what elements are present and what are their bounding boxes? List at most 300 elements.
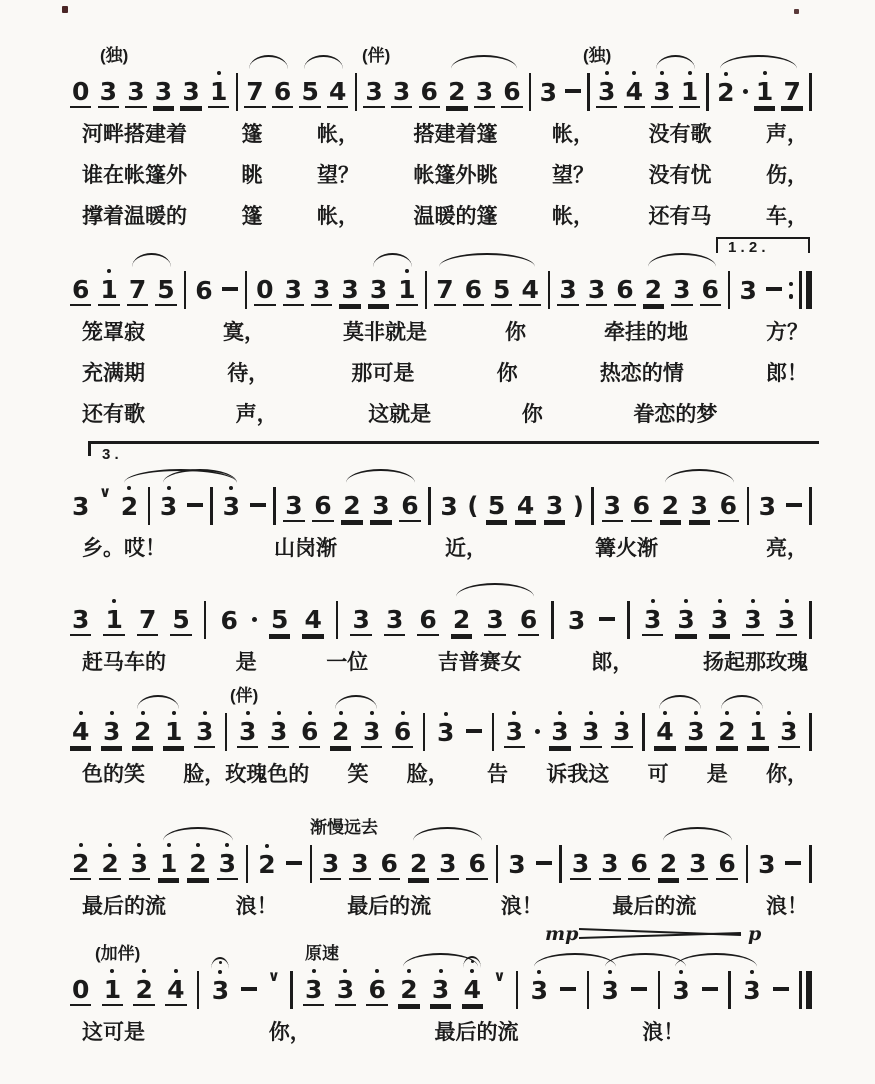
expression-label: (加伴) <box>95 944 141 963</box>
note-token: 6 <box>630 848 648 878</box>
slur-arc <box>403 953 478 967</box>
note-token: 3 <box>486 604 504 634</box>
lyric-word: 撑着温暖的 <box>82 205 187 228</box>
barline <box>290 971 293 1009</box>
lyric-line <box>82 357 808 387</box>
lyric-word: 还有马 <box>648 205 712 228</box>
expression-label: 渐慢远去 <box>310 818 378 837</box>
octave-dot <box>167 486 171 490</box>
octave-dot <box>229 486 233 490</box>
notation-system-5 <box>70 686 812 786</box>
lyric-word: 帐， <box>552 205 594 228</box>
lyric-word: 浪！ <box>765 895 808 918</box>
note-token: 5 <box>270 604 289 634</box>
lyric-word: 浪！ <box>500 895 543 918</box>
note-token: 2 <box>132 717 153 748</box>
lyric-word: 充满期 <box>82 362 145 385</box>
note-token: 3 <box>210 976 231 1005</box>
octave-dot <box>725 711 729 715</box>
lyric-word: 笑 <box>347 763 369 786</box>
expression-label: (独) <box>583 46 612 65</box>
lyric-word: 篷 <box>241 123 263 146</box>
thin-barline <box>799 971 802 1009</box>
note-token: 6 <box>701 274 719 304</box>
duration-dash <box>536 861 552 865</box>
note-token: 3 <box>611 717 632 748</box>
notation-system-6 <box>70 818 812 918</box>
notation-system-2 <box>70 270 812 426</box>
barline <box>428 487 431 525</box>
note-token: 3 <box>549 717 570 748</box>
slur-arc <box>656 55 695 69</box>
note-token: 6 <box>419 604 437 634</box>
note-token: 4 <box>304 604 322 634</box>
note-token: 3 <box>313 274 331 304</box>
duration-dash <box>560 987 576 991</box>
slur-arc <box>659 695 701 709</box>
slur-arc <box>663 827 732 841</box>
note-token: 1 <box>754 77 775 108</box>
duration-dash <box>766 287 782 291</box>
octave-dot <box>750 970 754 974</box>
note-token: 6 <box>632 490 650 520</box>
duration-dash <box>565 89 581 93</box>
slur-arc <box>665 469 734 483</box>
note-token: 3 <box>539 77 557 107</box>
notation-system-3 <box>70 483 812 560</box>
note-token: 2 <box>644 274 663 304</box>
note-token: 3 <box>439 848 457 878</box>
barline <box>548 271 551 309</box>
octave-dot <box>225 843 229 847</box>
lyric-line <box>82 532 808 562</box>
note-token: 3 <box>392 76 411 106</box>
section-divider-line <box>88 441 819 444</box>
lyric-line <box>82 890 808 920</box>
parenthesis: ) <box>572 491 584 520</box>
note-token: 2 <box>330 717 351 748</box>
lyric-word: 吉普赛女 <box>437 651 522 674</box>
note-token: 3 <box>217 849 238 880</box>
barline <box>236 73 239 111</box>
note-token: 3 <box>739 275 757 305</box>
octave-dot <box>79 711 83 715</box>
augmentation-dot <box>535 729 540 734</box>
barline <box>809 601 812 639</box>
barline <box>658 971 661 1009</box>
note-token: 6 <box>380 848 398 878</box>
octave-dot <box>137 843 141 847</box>
octave-dot <box>217 71 221 75</box>
note-token: 5 <box>172 604 190 634</box>
duration-dash <box>786 503 802 507</box>
octave-dot <box>512 711 516 715</box>
barline <box>516 971 519 1009</box>
octave-dot <box>694 711 698 715</box>
note-token: 7 <box>246 76 264 106</box>
note-row <box>70 844 812 884</box>
expression-label: (伴) <box>230 686 259 705</box>
lyric-word: 亮， <box>766 537 808 560</box>
slur-arc <box>163 827 233 841</box>
octave-dot <box>605 71 609 75</box>
octave-dot <box>632 71 636 75</box>
note-token: 3 <box>352 604 370 634</box>
note-token: 6 <box>299 717 320 748</box>
octave-dot <box>108 843 112 847</box>
note-token: 2 <box>715 78 736 107</box>
note-token: 4 <box>516 490 535 520</box>
note-token: 3 <box>430 975 451 1006</box>
note-token: 6 <box>519 604 538 634</box>
note-row <box>70 270 812 310</box>
note-token: 3 <box>194 717 215 748</box>
note-row <box>70 483 812 526</box>
octave-dot <box>167 843 171 847</box>
note-token: 0 <box>72 76 90 106</box>
lyric-word: 望？ <box>317 164 359 187</box>
note-token: 3 <box>303 975 324 1006</box>
slur-arc <box>534 953 616 967</box>
note-token: 5 <box>487 490 506 520</box>
slur-arc <box>373 253 412 267</box>
octave-dot <box>141 711 145 715</box>
note-token: 1 <box>396 275 417 306</box>
octave-dot <box>277 711 281 715</box>
barline <box>355 73 358 111</box>
lyric-word: 脸，玫瑰色的 <box>183 763 310 786</box>
barline <box>225 713 228 751</box>
lyric-word: 眷恋的梦 <box>633 403 718 426</box>
note-token: 4 <box>462 975 483 1006</box>
octave-dot <box>401 711 405 715</box>
note-token: 6 <box>401 490 419 520</box>
barline <box>425 271 428 309</box>
octave-dot <box>724 72 728 76</box>
note-token: 3 <box>341 274 359 304</box>
barline <box>642 713 645 751</box>
lyric-word: 郎！ <box>765 362 808 385</box>
note-token: 1 <box>208 77 229 108</box>
lyric-word: 可 <box>647 763 669 786</box>
scan-speck <box>794 9 799 14</box>
lyric-word: 告 <box>487 763 508 786</box>
repeat-dots <box>789 282 794 299</box>
barline <box>587 73 590 111</box>
scan-speck <box>62 6 68 13</box>
note-token: 0 <box>256 274 274 304</box>
lyric-word: 声， <box>235 403 278 426</box>
augmentation-dot <box>743 89 748 94</box>
barline <box>591 487 594 525</box>
octave-dot <box>142 969 146 973</box>
barline <box>492 713 495 751</box>
octave-dot <box>439 969 443 973</box>
slur-arc <box>456 583 534 597</box>
lyric-word: 篷 <box>241 205 263 228</box>
note-token: 3 <box>284 274 302 304</box>
note-token: 3 <box>158 492 179 521</box>
volta-bracket-1-2 <box>716 237 810 256</box>
lyric-word: 温暖的篷 <box>413 205 498 228</box>
barline <box>148 487 151 525</box>
octave-dot <box>470 969 474 973</box>
note-token: 2 <box>659 848 678 878</box>
lyric-word: 你 <box>505 321 526 344</box>
lyric-word: 那可是 <box>351 362 415 385</box>
octave-dot <box>203 711 207 715</box>
note-token: 1 <box>679 77 700 108</box>
diminuendo-hairpin <box>575 926 745 940</box>
note-token: 4 <box>654 717 675 748</box>
lyric-word: 帐， <box>317 123 359 146</box>
lyric-word: 浪！ <box>642 1021 685 1044</box>
octave-dot <box>679 970 683 974</box>
slur-arc <box>137 695 179 709</box>
note-token: 3 <box>237 717 258 748</box>
lyric-word: 你， <box>766 763 808 786</box>
lyric-word: 脸， <box>406 763 449 786</box>
note-token: 3 <box>709 605 730 636</box>
note-token: 3 <box>221 492 242 521</box>
note-token: 2 <box>99 849 120 880</box>
octave-dot <box>265 844 269 848</box>
note-token: 3 <box>601 848 619 878</box>
note-token: 1 <box>103 605 124 636</box>
octave-dot <box>308 711 312 715</box>
octave-dot <box>196 843 200 847</box>
lyric-word: 最后的流 <box>347 895 432 918</box>
note-token: 3 <box>182 76 200 106</box>
note-token: 3 <box>99 76 117 106</box>
octave-dot <box>112 599 116 603</box>
octave-dot <box>127 486 131 490</box>
thick-barline <box>806 971 812 1009</box>
octave-dot <box>79 843 83 847</box>
duration-dash <box>773 987 789 991</box>
barline <box>706 73 709 111</box>
thick-barline <box>806 271 812 309</box>
note-token: 1 <box>102 975 123 1006</box>
note-token: 6 <box>464 274 483 304</box>
lyric-word: 你 <box>496 362 518 385</box>
slur-arc <box>721 695 763 709</box>
slur-arc <box>648 253 716 267</box>
note-row <box>70 72 812 112</box>
note-token: 3 <box>559 274 577 304</box>
note-token: 2 <box>452 604 471 634</box>
lyric-line <box>82 1016 808 1046</box>
lyric-word: 乡。哎！ <box>82 537 166 560</box>
note-token: 3 <box>127 76 145 106</box>
slur-arc <box>304 55 343 69</box>
octave-dot <box>751 599 755 603</box>
note-token: 7 <box>138 604 157 634</box>
lyric-word: 伤， <box>766 164 808 187</box>
note-token: 6 <box>72 274 90 304</box>
notation-system-7 <box>70 923 812 1044</box>
note-token: 2 <box>343 490 361 520</box>
octave-dot <box>343 969 347 973</box>
duration-dash <box>241 987 257 991</box>
octave-dot <box>110 969 114 973</box>
note-token: 6 <box>503 76 521 106</box>
lyric-line <box>82 758 808 788</box>
slur-arc <box>439 253 535 267</box>
barline <box>423 713 426 751</box>
note-token: 3 <box>361 717 382 748</box>
octave-dot <box>375 969 379 973</box>
barline <box>310 845 313 883</box>
note-token: 6 <box>195 275 213 305</box>
note-row <box>70 712 812 752</box>
lyric-line <box>82 398 808 428</box>
lyric-word: 热恋的情 <box>599 362 684 385</box>
barline <box>336 601 339 639</box>
lyric-word: 最后的流 <box>612 895 697 918</box>
octave-dot <box>660 71 664 75</box>
barline <box>809 73 812 111</box>
note-token: 3 <box>385 604 404 634</box>
barline <box>809 713 812 751</box>
note-token: 4 <box>521 274 539 304</box>
note-token: 1 <box>747 717 768 748</box>
note-token: 2 <box>398 975 419 1006</box>
note-token: 6 <box>718 848 736 878</box>
note-row <box>70 600 812 640</box>
slur-arc <box>249 55 288 69</box>
note-token: 3 <box>571 848 590 878</box>
note-token: 3 <box>335 975 356 1006</box>
note-token: 3 <box>369 274 388 304</box>
note-token: 6 <box>719 490 737 520</box>
octave-dot <box>558 711 562 715</box>
barline <box>809 487 812 525</box>
barline <box>728 271 731 309</box>
note-token: 3 <box>642 605 663 636</box>
octave-dot <box>684 599 688 603</box>
lyric-word: 河畔搭建着 <box>82 123 187 146</box>
note-token: 2 <box>661 490 679 520</box>
note-token: 3 <box>675 605 696 636</box>
barline <box>204 601 207 639</box>
barline <box>809 845 812 883</box>
octave-dot <box>787 711 791 715</box>
note-token: 2 <box>119 492 140 521</box>
note-token: 7 <box>783 76 801 106</box>
note-token: 3 <box>758 849 776 879</box>
lyric-word: 色的笑 <box>82 763 145 786</box>
lyric-word: 篝火渐 <box>595 537 658 560</box>
thin-barline <box>799 271 802 309</box>
note-token: 3 <box>580 717 601 748</box>
octave-dot <box>246 711 250 715</box>
expression-label: 原速 <box>305 944 339 963</box>
note-token: 3 <box>154 76 173 106</box>
note-token: 2 <box>187 849 208 880</box>
note-token: 3 <box>365 76 383 106</box>
lyric-word: 还有歌 <box>82 403 145 426</box>
expression-label: (独) <box>100 46 129 65</box>
note-token: 1 <box>158 849 179 880</box>
note-token: 3 <box>778 717 799 748</box>
note-token: 3 <box>651 77 672 108</box>
expression-label: mp <box>545 923 579 945</box>
octave-dot <box>651 599 655 603</box>
note-token: 6 <box>468 848 486 878</box>
lyric-word: 帐， <box>317 205 359 228</box>
lyric-word: 这可是 <box>82 1021 145 1044</box>
lyric-word: 车， <box>766 205 808 228</box>
lyric-word: 寞， <box>223 321 265 344</box>
note-token: 2 <box>409 848 428 878</box>
note-token: 3 <box>440 491 458 521</box>
note-token: 6 <box>366 975 387 1006</box>
note-token: 3 <box>545 490 564 520</box>
lyric-word: 没有歌 <box>648 123 712 146</box>
lyric-line <box>82 316 808 346</box>
note-token: 3 <box>504 717 525 748</box>
octave-dot <box>537 970 541 974</box>
note-token: 3 <box>435 718 456 747</box>
note-token: 3 <box>101 717 122 748</box>
lyric-word: 一位 <box>326 651 369 674</box>
volta-1-2-label: 1 . 2 . <box>728 239 766 256</box>
lyric-word: 郎， <box>591 651 634 674</box>
octave-dot <box>718 599 722 603</box>
note-token: 6 <box>392 717 413 748</box>
barline <box>587 971 590 1009</box>
note-token: 5 <box>301 76 319 106</box>
octave-dot <box>174 969 178 973</box>
note-token: 3 <box>72 604 90 634</box>
slur-arc <box>132 253 171 267</box>
barline <box>184 271 187 309</box>
note-token: 3 <box>742 605 763 636</box>
lyric-word: 诉我这 <box>546 763 610 786</box>
note-token: 3 <box>372 490 390 520</box>
duration-dash <box>785 861 801 865</box>
note-token: 5 <box>157 274 175 304</box>
lyric-word: 待， <box>227 362 270 385</box>
note-token: 3 <box>603 490 621 520</box>
octave-dot <box>608 970 612 974</box>
note-token: 3 <box>268 717 289 748</box>
octave-dot <box>218 970 222 974</box>
octave-dot <box>589 711 593 715</box>
lyric-line <box>82 159 808 189</box>
duration-dash <box>187 503 203 507</box>
barline <box>245 271 248 309</box>
barline <box>210 487 213 525</box>
barline <box>246 845 249 883</box>
lyric-word: 最后的流 <box>82 895 166 918</box>
note-token: 2 <box>133 975 154 1006</box>
duration-dash <box>286 861 302 865</box>
octave-dot <box>756 711 760 715</box>
note-token: 3 <box>529 976 550 1005</box>
notation-system-1 <box>70 46 812 228</box>
duration-dash <box>466 729 482 733</box>
lyric-word: 扬起那玫瑰 <box>702 651 808 674</box>
note-token: 7 <box>128 274 147 304</box>
lyric-word: 最后的流 <box>434 1021 519 1044</box>
note-token: 2 <box>70 849 91 880</box>
duration-dash <box>599 617 615 621</box>
note-token: 4 <box>165 975 186 1006</box>
note-token: 3 <box>776 605 797 636</box>
barline <box>529 73 532 111</box>
